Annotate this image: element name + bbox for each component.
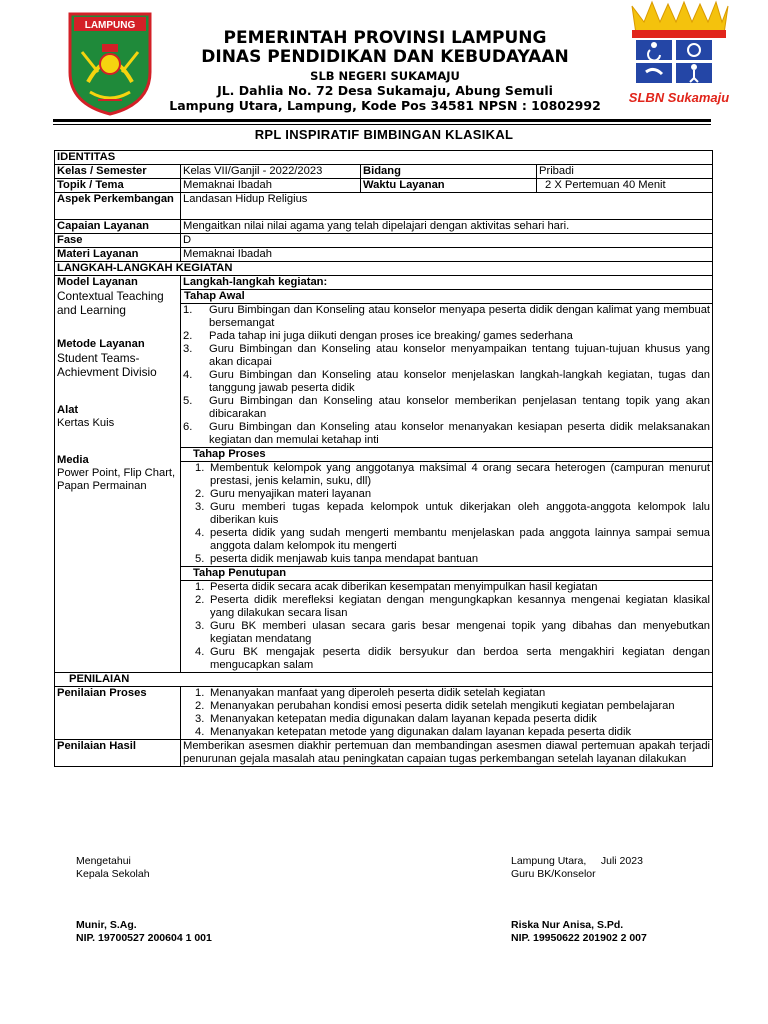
- tahap-penutupan-item: 1. Peserta didik secara acak diberikan kesempatan menyimpulkan hasil kegiatan: [195, 581, 598, 593]
- media-label: Media: [57, 454, 89, 466]
- header-line-4: JL. Dahlia No. 72 Desa Sukamaju, Abung Semuli: [217, 83, 553, 98]
- slbn-sukamaju-logo: [618, 0, 740, 112]
- penilaian-proses-label: Penilaian Proses: [55, 687, 181, 740]
- alat-label: Alat: [57, 404, 79, 416]
- penilaian-proses-item: 1. Menanyakan manfaat yang diperoleh peserta didik setelah kegiatan: [195, 687, 546, 699]
- sig-right-name: Riska Nur Anisa, S.Pd.: [511, 919, 624, 931]
- penilaian-proses-list: [183, 687, 710, 739]
- document-title: RPL INSPIRATIF BIMBINGAN KLASIKAL: [254, 127, 514, 142]
- waktu-value: 2 X Pertemuan 40 Menit: [537, 179, 713, 193]
- emblem-lampung-text: LAMPUNG: [84, 20, 136, 31]
- identitas-heading: IDENTITAS: [55, 151, 713, 165]
- penilaian-proses-item: 3. Menanyakan ketepatan media digunakan dalam layanan kepada peserta didik: [195, 713, 597, 725]
- tahap-awal-list: [183, 304, 710, 447]
- tahap-awal-item: 5. Guru Bimbingan dan Konseling atau konselor memberikan penjelasan tentang topik yang akan dibicarakan: [183, 395, 711, 420]
- topik-value: Memaknai Ibadah: [181, 179, 361, 193]
- tahap-penutupan-list-cell: [181, 581, 713, 673]
- media-value: Power Point, Flip Chart, Papan Permainan: [57, 467, 176, 492]
- aspek-value: Landasan Hidup Religius: [181, 193, 713, 220]
- aspek-label: Aspek Perkembangan: [55, 193, 181, 220]
- header-rule-thick: [53, 119, 711, 122]
- tahap-awal-list-cell: [181, 304, 713, 448]
- fase-label: Fase: [55, 234, 181, 248]
- tahap-penutupan-title: Tahap Penutupan: [181, 567, 713, 581]
- penilaian-heading: PENILAIAN: [55, 673, 713, 687]
- tahap-awal-item: 4. Guru Bimbingan dan Konseling atau konselor menjelaskan langkah-langkah kegiatan, tugas dan tanggung jawab peserta didik: [183, 369, 711, 394]
- model-value: Contextual Teaching and Learning: [57, 289, 164, 317]
- tahap-awal-item: 2. Pada tahap ini juga diikuti dengan proses ice breaking/ games sederhana: [183, 330, 573, 342]
- penilaian-proses-item: 2. Menanyakan perubahan kondisi emosi peserta didik setelah mengikuti kegiatan pembelajaran: [195, 700, 675, 712]
- tahap-awal-title: Tahap Awal: [181, 290, 713, 304]
- penilaian-hasil-label: Penilaian Hasil: [55, 740, 181, 767]
- header-rule-thin: [53, 124, 711, 125]
- waktu-label: Waktu Layanan: [361, 179, 537, 193]
- sig-right-line2: Guru BK/Konselor: [511, 868, 596, 880]
- penilaian-proses-list-cell: [181, 687, 713, 740]
- letterhead: [0, 0, 768, 120]
- tahap-proses-list: [183, 462, 710, 566]
- materi-label: Materi Layanan: [55, 248, 181, 262]
- steps-heading: Langkah-langkah kegiatan:: [181, 276, 713, 290]
- rpl-table: [54, 150, 713, 767]
- fase-value: D: [181, 234, 713, 248]
- sig-left-line2: Kepala Sekolah: [76, 868, 150, 880]
- topik-label: Topik / Tema: [55, 179, 181, 193]
- langkah-heading: LANGKAH-LANGKAH KEGIATAN: [55, 262, 713, 276]
- sig-right-line1: Lampung Utara, Juli 2023: [511, 855, 643, 867]
- sig-left-name: Munir, S.Ag.: [76, 919, 137, 931]
- header-line-1: PEMERINTAH PROVINSI LAMPUNG: [223, 28, 547, 48]
- penilaian-hasil-value: Memberikan asesmen diakhir pertemuan dan membandingan asesmen diawal pertemuan apakah terjadi penurunan gejala masalah atau peningkatan capaian tugas perkembangan setelah layanan dilakukan: [181, 740, 713, 767]
- metode-label: Metode Layanan: [57, 338, 145, 350]
- bidang-value: Pribadi: [537, 165, 713, 179]
- tahap-penutupan-list: [183, 581, 710, 672]
- tahap-proses-title: Tahap Proses: [181, 448, 713, 462]
- metode-value: Student Teams-Achievment Divisio: [57, 351, 157, 379]
- tahap-penutupan-item: 3. Guru BK memberi ulasan secara garis besar mengenai topik yang dibahas dan menyebutkan kegiatan mendatang: [195, 620, 711, 645]
- tahap-proses-item: 1. Membentuk kelompok yang anggotanya maksimal 4 orang secara heterogen (campuran menurut prestasi, jenis kelamin, suku, dll): [195, 462, 711, 487]
- tahap-awal-item: 6. Guru Bimbingan dan Konseling atau konselor menanyakan kesiapan peserta didik melaksanakan kegiatan dan memulai ketahap inti: [183, 421, 711, 446]
- header-line-3: SLB NEGERI SUKAMAJU: [310, 69, 460, 83]
- sig-left-nip: NIP. 19700527 200604 1 001: [76, 932, 212, 944]
- header-line-2: DINAS PENDIDIKAN DAN KEBUDAYAAN: [201, 47, 569, 67]
- kelas-label: Kelas / Semester: [55, 165, 181, 179]
- tahap-proses-item: 5. peserta didik menjawab kuis tanpa mendapat bantuan: [195, 553, 479, 565]
- tahap-penutupan-item: 2. Peserta didik merefleksi kegiatan dengan mengungkapkan kesannya mengenai kegiatan klasikal yang dilakukan secara lisan: [195, 594, 711, 619]
- signature-right: [511, 855, 647, 945]
- tahap-proses-list-cell: [181, 462, 713, 567]
- capaian-value: Mengaitkan nilai nilai agama yang telah dipelajari dengan aktivitas sehari hari.: [181, 220, 713, 234]
- sig-left-line1: Mengetahui: [76, 855, 131, 867]
- header-line-5: Lampung Utara, Lampung, Kode Pos 34581 NPSN : 10802992: [169, 98, 601, 113]
- tahap-proses-item: 4. peserta didik yang sudah mengerti membantu menjelaskan pada anggota lainnya sampai semua anggota dalam kelompok itu mengerti: [195, 527, 711, 552]
- alat-value: Kertas Kuis: [57, 417, 115, 429]
- kelas-value: Kelas VII/Ganjil - 2022/2023: [181, 165, 361, 179]
- tahap-proses-item: 2. Guru menyajikan materi layanan: [195, 488, 372, 500]
- signature-left: [76, 855, 212, 945]
- capaian-label: Capaian Layanan: [55, 220, 181, 234]
- lampung-province-emblem: [68, 12, 152, 116]
- materi-value: Memaknai Ibadah: [181, 248, 713, 262]
- penilaian-proses-item: 4. Menanyakan ketepatan metode yang digunakan dalam layanan kepada peserta didik: [195, 726, 632, 738]
- tahap-awal-item: 3. Guru Bimbingan dan Konseling atau konselor menyampaikan tentang tujuan-tujuan khusus yang akan dicapai: [183, 343, 711, 368]
- sig-right-nip: NIP. 19950622 201902 2 007: [511, 932, 647, 944]
- langkah-left-column: [55, 276, 181, 673]
- slbn-sukamaju-text: SLBN Sukamaju: [628, 90, 730, 105]
- tahap-awal-item: 1. Guru Bimbingan dan Konseling atau konselor menyapa peserta didik dengan kalimat yang membuat bersemangat: [183, 304, 711, 329]
- tahap-proses-item: 3. Guru memberi tugas kepada kelompok untuk dikerjakan oleh anggota-anggota kelompok lalu diberikan kuis: [195, 501, 711, 526]
- bidang-label: Bidang: [361, 165, 537, 179]
- tahap-penutupan-item: 4. Guru BK mengajak peserta didik bersyukur dan berdoa serta mengakhiri kegiatan dengan mengucapkan salam: [195, 646, 711, 671]
- model-label: Model Layanan: [57, 276, 138, 288]
